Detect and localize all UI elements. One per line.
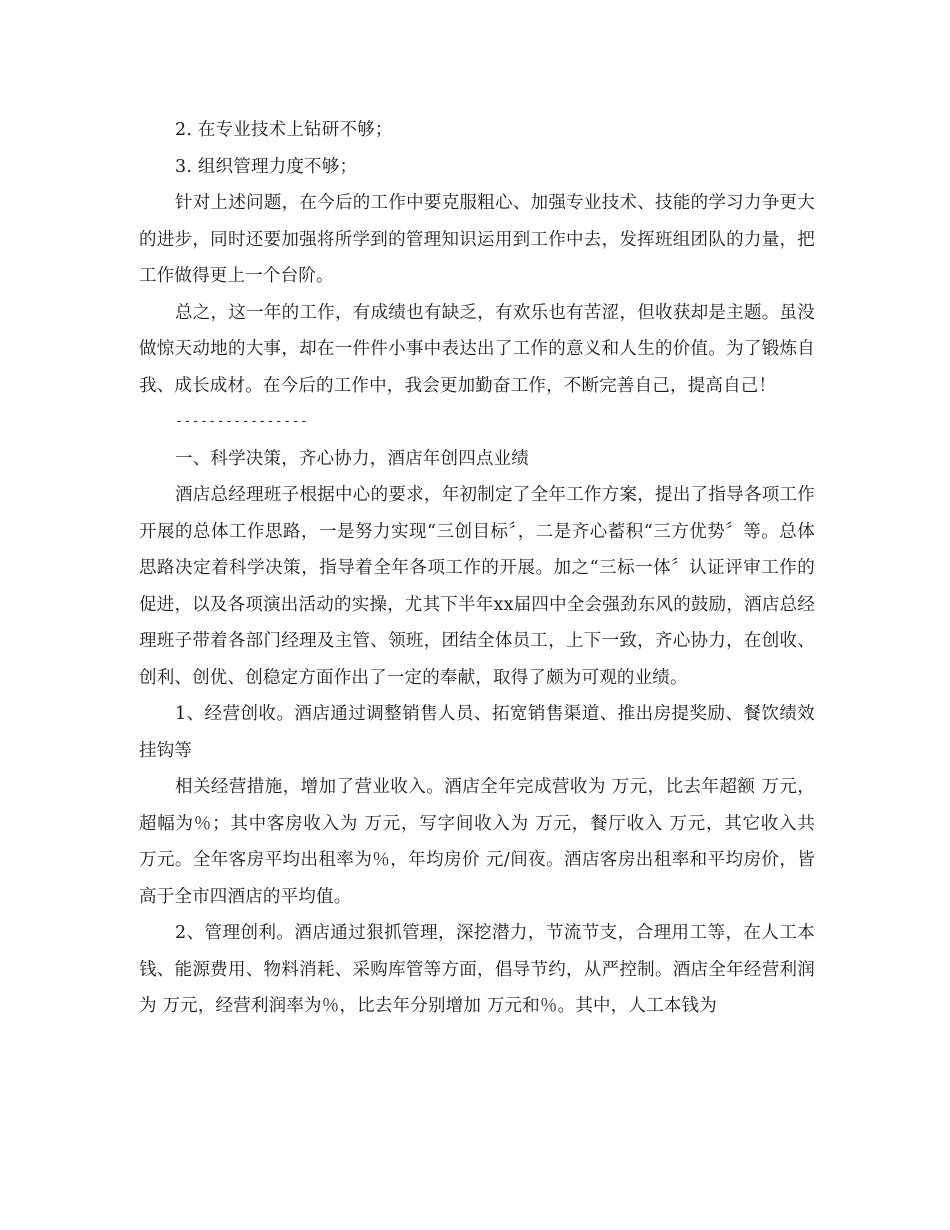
paragraph-summary: 总之，这一年的工作，有成绩也有缺乏，有欢乐也有苦涩，但收获却是主题。虽没做惊天动地的大事，却在一件件小事中表达出了工作的意义和人生的价值。为了锻炼自我、成长成材。在今后的工作中，我会更加勤奋工作，不断完善自己，提高自己！ [139, 302, 815, 396]
paragraph-profit: 2、管理创利。酒店通过狠抓管理，深挖潜力，节流节支，合理用工等，在人工本钱、能源费用、物料消耗、采购库管等方面，倡导节约，从严控制。酒店全年经营利润为 万元，经营利润率为％，比去年分别增加 万元和％。其中，人工本钱为 [139, 923, 815, 1016]
paragraph-response-plan: 针对上述问题，在今后的工作中要克服粗心、加强专业技术、技能的学习力争更大的进步，同时还要加强将所学到的管理知识运用到工作中去，发挥班组团队的力量，把工作做得更上一个台阶。 [139, 193, 815, 286]
paragraph-revenue-details: 相关经营措施，增加了营业收入。酒店全年完成营收为 万元，比去年超额 万元，超幅为％；其中客房收入为 万元，写字间收入为 万元，餐厅收入 万元，其它收入共 万元。全年客房平均出租率为％，年均房价 元/间夜。酒店客房出租率和平均房价，皆高于全市四酒店的平均值。 [139, 777, 815, 907]
document-body [139, 112, 815, 1025]
section-heading: 一、科学决策，齐心协力，酒店年创四点业绩 [175, 448, 529, 469]
section-separator: ---------------- [175, 414, 309, 429]
paragraph-item-3: 3. 组织管理力度不够； [175, 156, 358, 177]
paragraph-item-2: 2. 在专业技术上钻研不够； [175, 120, 393, 140]
paragraph-revenue-heading: 1、经营创收。酒店通过调整销售人员、拓宽销售渠道、推出房提奖励、餐饮绩效挂钩等 [139, 704, 815, 761]
paragraph-overview: 酒店总经理班子根据中心的要求，年初制定了全年工作方案，提出了指导各项工作开展的总体工作思路，一是努力实现“三创目标〞，二是齐心蓄积“三方优势〞等。总体思路决定着科学决策，指导着全年各项工作的开展。加之“三标一体〞认证评审工作的促进，以及各项演出活动的实操，尤其下半年xx届四中全会强劲东风的鼓励，酒店总经理班子带着各部门经理及主管、领班，团结全体员工，上下一致，齐心协力，在创收、创利、创优、创稳定方面作出了一定的奉献，取得了颇为可观的业绩。 [139, 485, 815, 688]
